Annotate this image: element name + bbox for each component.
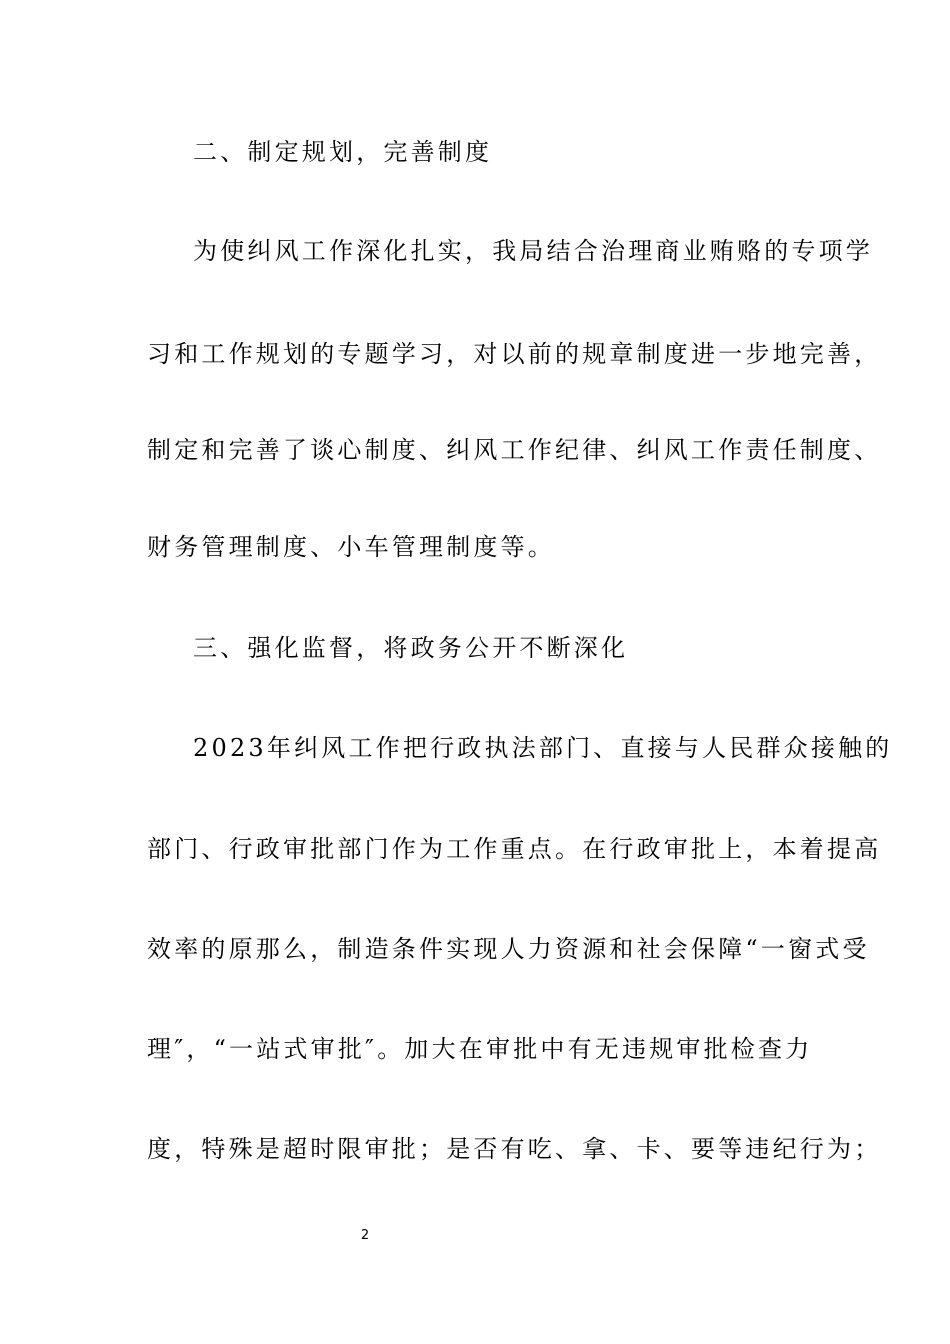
paragraph-line: 财务管理制度、小车管理制度等。 bbox=[147, 533, 555, 561]
paragraph-line: 部门、行政审批部门作为工作重点。在行政审批上，本着提高 bbox=[147, 835, 882, 863]
paragraph-line: 习和工作规划的专题学习，对以前的规章制度进一步地完善， bbox=[147, 340, 882, 368]
section-heading-2: 二、制定规划，完善制度 bbox=[193, 138, 493, 166]
paragraph-line: 理″，“一站式审批″。加大在审批中有无违规审批检查力 bbox=[147, 1035, 813, 1063]
paragraph-line: 度，特殊是超时限审批；是否有吃、拿、卡、要等违纪行为； bbox=[147, 1135, 882, 1163]
page-number: 2 bbox=[360, 1228, 370, 1243]
section-heading-3: 三、强化监督，将政务公开不断深化 bbox=[193, 634, 629, 662]
paragraph-line: 为使纠风工作深化扎实，我局结合治理商业贿赂的专项学 bbox=[193, 237, 873, 265]
paragraph-line: 制定和完善了谈心制度、纠风工作纪律、纠风工作责任制度、 bbox=[147, 436, 882, 464]
paragraph-line: 2023年纠风工作把行政执法部门、直接与人民群众接触的 bbox=[193, 734, 893, 762]
paragraph-line: 效率的原那么，制造条件实现人力资源和社会保障“一窗式受 bbox=[147, 935, 870, 963]
